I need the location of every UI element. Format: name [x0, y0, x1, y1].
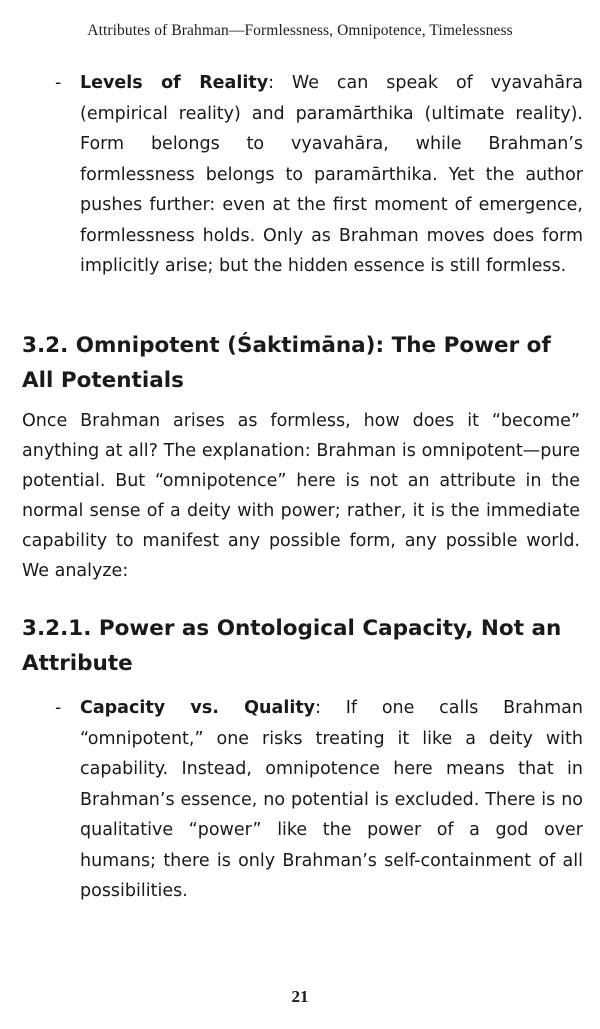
bullet-capacity-vs-quality	[55, 693, 583, 907]
bullet-text	[80, 68, 583, 282]
bullet-term: Capacity vs. Quality	[80, 698, 316, 718]
subsection-heading: 3.2.1. Power as Ontological Capacity, Not an Attribute	[22, 616, 562, 676]
bullet-body: : If one calls Brahman “omnipotent,” one risks treating it like a deity with capability. Instead, omnipotence here means that in Brahman’s essence, no potential is excluded. There is no qualitative “power” like the power of a god over humans; there is only Brahman’s self-containment of all possibilities.	[80, 698, 583, 901]
page-number: 21	[291, 987, 309, 1006]
bullet-text	[80, 693, 583, 907]
section-paragraph: Once Brahman arises as formless, how does it “become” anything at all? The explanation: Brahman is omnipotent—pure potential. But “omnipotence” here is not an attribute in the normal sense of a deity with power; rather, it is the immediate capability to manifest any possible form, any possible world. We analyze:	[22, 411, 580, 581]
bullet-term: Levels of Reality	[80, 73, 269, 93]
running-header: Attributes of Brahman—Formlessness, Omnipotence, Timelessness	[87, 22, 513, 39]
bullet-dash: -	[55, 73, 62, 93]
section-heading: 3.2. Omnipotent (Śaktimāna): The Power of All Potentials	[22, 333, 551, 393]
bullet-levels-of-reality	[55, 68, 583, 282]
bullet-dash: -	[55, 698, 62, 718]
bullet-body: : We can speak of vyavahāra (empirical reality) and paramārthika (ultimate reality). Form belongs to vyavahāra, while Brahman’s formlessness belongs to paramārthika. Yet the author pushes further: even at the first moment of emergence, formlessness holds. Only as Brahman moves does form implicitly arise; but the hidden essence is still formless.	[80, 73, 583, 276]
